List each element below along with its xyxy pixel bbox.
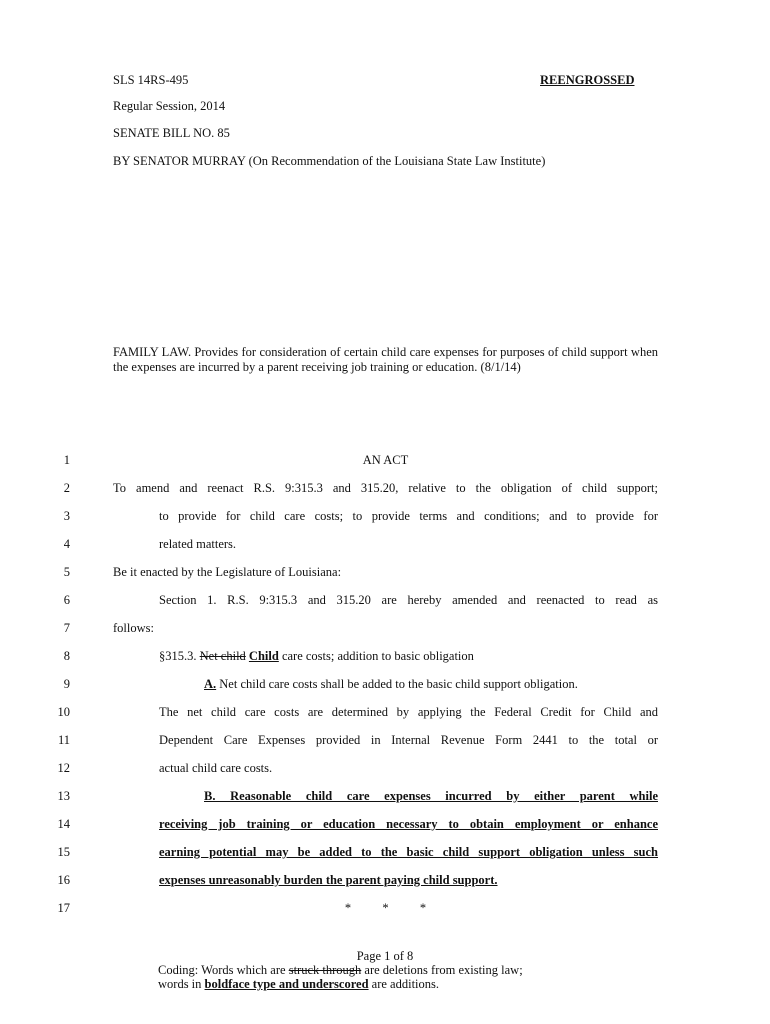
added-line: receiving job training or education necessary to obtain employment or enhance <box>159 817 658 831</box>
coding-text: are additions. <box>368 977 440 991</box>
page-number: Page 1 of 8 <box>356 949 414 963</box>
bill-number: SENATE BILL NO. 85 <box>113 126 230 140</box>
section-number: §315.3. <box>159 649 200 663</box>
added-line: earning potential may be added to the basic child support obligation unless such <box>159 845 658 859</box>
added-text: Child <box>248 649 279 663</box>
bill-line: The net child care costs are determined by applying the Federal Credit for Child and <box>159 705 658 719</box>
bill-line: follows: <box>113 621 154 635</box>
bill-line: to provide for child care costs; to provide terms and conditions; and to provide for <box>159 509 658 523</box>
line-number: 4 <box>63 537 70 551</box>
line-number: 1 <box>63 453 70 467</box>
line-number: 16 <box>57 873 70 887</box>
added-text: A. <box>204 677 217 691</box>
reengrossed-label: REENGROSSED <box>540 73 635 87</box>
sls-number: SLS 14RS-495 <box>113 73 189 87</box>
line-number: 8 <box>63 649 70 663</box>
bill-author: BY SENATOR MURRAY (On Recommendation of the Louisiana State Law Institute) <box>113 154 546 168</box>
line-number: 12 <box>57 761 70 775</box>
coding-note-line-1 <box>158 963 523 977</box>
coding-text: are deletions from existing law; <box>361 963 523 977</box>
line-number: 13 <box>57 789 70 803</box>
bill-line: To amend and reenact R.S. 9:315.3 and 315.20, relative to the obligation of child support; <box>113 481 658 495</box>
bill-digest: FAMILY LAW. Provides for consideration of certain child care expenses for purposes of child support when the expenses are incurred by a parent receiving job training or education. (8/1/14) <box>113 345 658 374</box>
line-number: 15 <box>57 845 70 859</box>
line-number: 5 <box>63 565 70 579</box>
bill-line: related matters. <box>159 537 237 551</box>
struck-text: Net child <box>199 649 246 663</box>
added-line: expenses unreasonably burden the parent paying child support. <box>159 873 498 887</box>
line-number: 9 <box>63 677 70 691</box>
subsection-a-text: Net child care costs shall be added to the basic child support obligation. <box>216 677 578 691</box>
asterisk-separator: * * * <box>344 901 427 915</box>
bold-underline-example: boldface type and underscored <box>204 977 369 991</box>
added-line: B. Reasonable child care expenses incurred by either parent while <box>204 789 658 803</box>
line-number: 17 <box>57 901 70 915</box>
line-number: 10 <box>57 705 70 719</box>
struck-example: struck through <box>288 963 362 977</box>
bill-line: actual child care costs. <box>159 761 273 775</box>
coding-text: Coding: Words which are <box>158 963 289 977</box>
subsection-a <box>204 677 578 692</box>
act-title: AN ACT <box>362 453 409 467</box>
line-number: 11 <box>57 733 70 747</box>
line-number: 6 <box>63 593 70 607</box>
section-heading <box>159 649 474 664</box>
line-number: 2 <box>63 481 70 495</box>
bill-line: Dependent Care Expenses provided in Internal Revenue Form 2441 to the total or <box>159 733 658 747</box>
session-label: Regular Session, 2014 <box>113 99 226 113</box>
line-number: 14 <box>57 817 70 831</box>
bill-line: Section 1. R.S. 9:315.3 and 315.20 are hereby amended and reenacted to read as <box>159 593 658 607</box>
coding-text: words in <box>158 977 205 991</box>
coding-note-line-2 <box>158 977 439 991</box>
line-number: 7 <box>63 621 70 635</box>
enacting-clause: Be it enacted by the Legislature of Louisiana: <box>113 565 342 579</box>
section-heading-rest: care costs; addition to basic obligation <box>278 649 474 663</box>
line-number: 3 <box>63 509 70 523</box>
